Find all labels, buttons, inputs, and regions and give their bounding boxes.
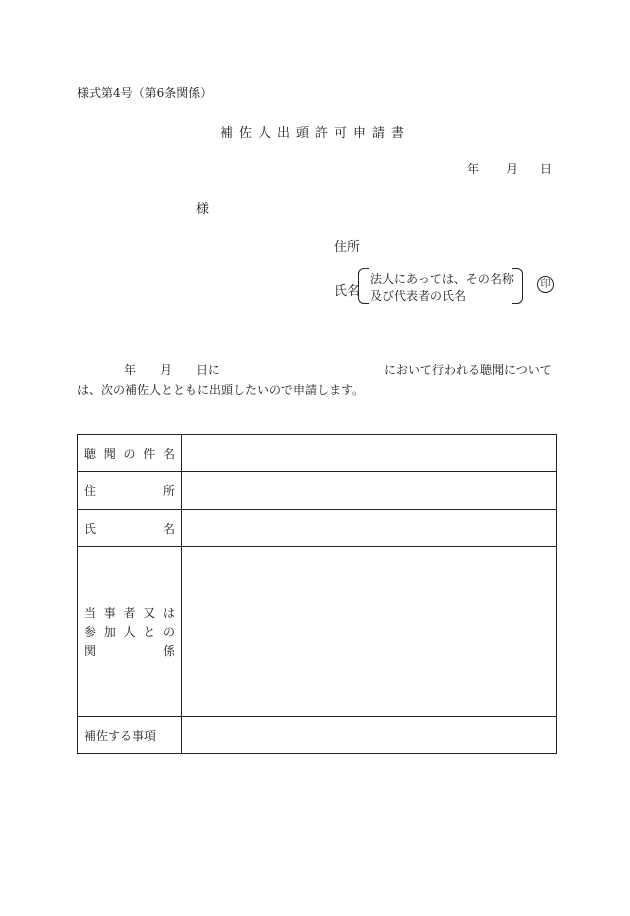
label-char: の [123, 446, 136, 461]
address-field[interactable] [182, 472, 557, 510]
relation-field[interactable] [182, 547, 557, 717]
hearing-month: 月 [160, 363, 173, 377]
assist-matters-label: 補佐する事項 [78, 717, 182, 754]
label-char: 加 [103, 625, 116, 639]
name-label [78, 510, 182, 547]
label-char: 所 [162, 484, 175, 498]
label-char: は [162, 606, 175, 620]
case-name-field[interactable] [182, 435, 557, 472]
applicant-name-label: 氏名 [334, 284, 361, 299]
label-char: 名 [162, 446, 175, 461]
label-char: 人 [123, 625, 136, 639]
date-month: 月 [506, 162, 519, 176]
seal-mark: 印 [537, 276, 554, 293]
name-field[interactable] [182, 510, 557, 547]
name-note-line2: 及び代表者の氏名 [370, 289, 467, 303]
label-char: 係 [162, 644, 175, 658]
body-line1-rest: において行われる聴聞について [384, 363, 552, 377]
name-note-line1: 法人にあっては、その名称 [370, 272, 514, 286]
form-number: 様式第4号（第6条関係） [77, 86, 213, 100]
document-title: 補佐人出頭許可申請書 [219, 126, 410, 141]
label-char: 聞 [103, 446, 116, 461]
label-char: 者 [123, 606, 136, 620]
body-line2: は、次の補佐人とともに出頭したいので申請します。 [77, 383, 365, 397]
addressee-honorific: 様 [196, 202, 210, 217]
hearing-year: 年 [124, 363, 137, 377]
table-row-name [78, 510, 557, 547]
date-day: 日 [540, 162, 553, 176]
label-char: 関 [84, 644, 97, 658]
table-row-relation [78, 547, 557, 717]
label-char: と [143, 625, 156, 639]
label-char: 参 [84, 625, 97, 639]
label-char: 聴 [84, 446, 97, 461]
open-bracket [358, 268, 369, 304]
assist-matters-field[interactable] [182, 717, 557, 754]
label-char: 住 [84, 484, 97, 498]
application-table [77, 434, 557, 754]
label-char: 当 [84, 606, 97, 620]
table-row-assist-matters [78, 717, 557, 754]
label-char: 氏 [84, 521, 97, 536]
close-bracket [512, 268, 523, 304]
table-row-case-name [78, 435, 557, 472]
table-row-address [78, 472, 557, 510]
address-label [78, 472, 182, 510]
label-char: 名 [162, 521, 175, 536]
label-char: 事 [103, 606, 116, 620]
applicant-address-label: 住所 [334, 240, 361, 255]
hearing-day: 日に [196, 363, 221, 377]
date-year: 年 [467, 162, 480, 176]
case-name-label [78, 435, 182, 472]
relation-label [78, 547, 182, 717]
label-char: 件 [143, 446, 156, 461]
label-char: 又 [143, 606, 156, 620]
label-char: の [162, 625, 175, 639]
